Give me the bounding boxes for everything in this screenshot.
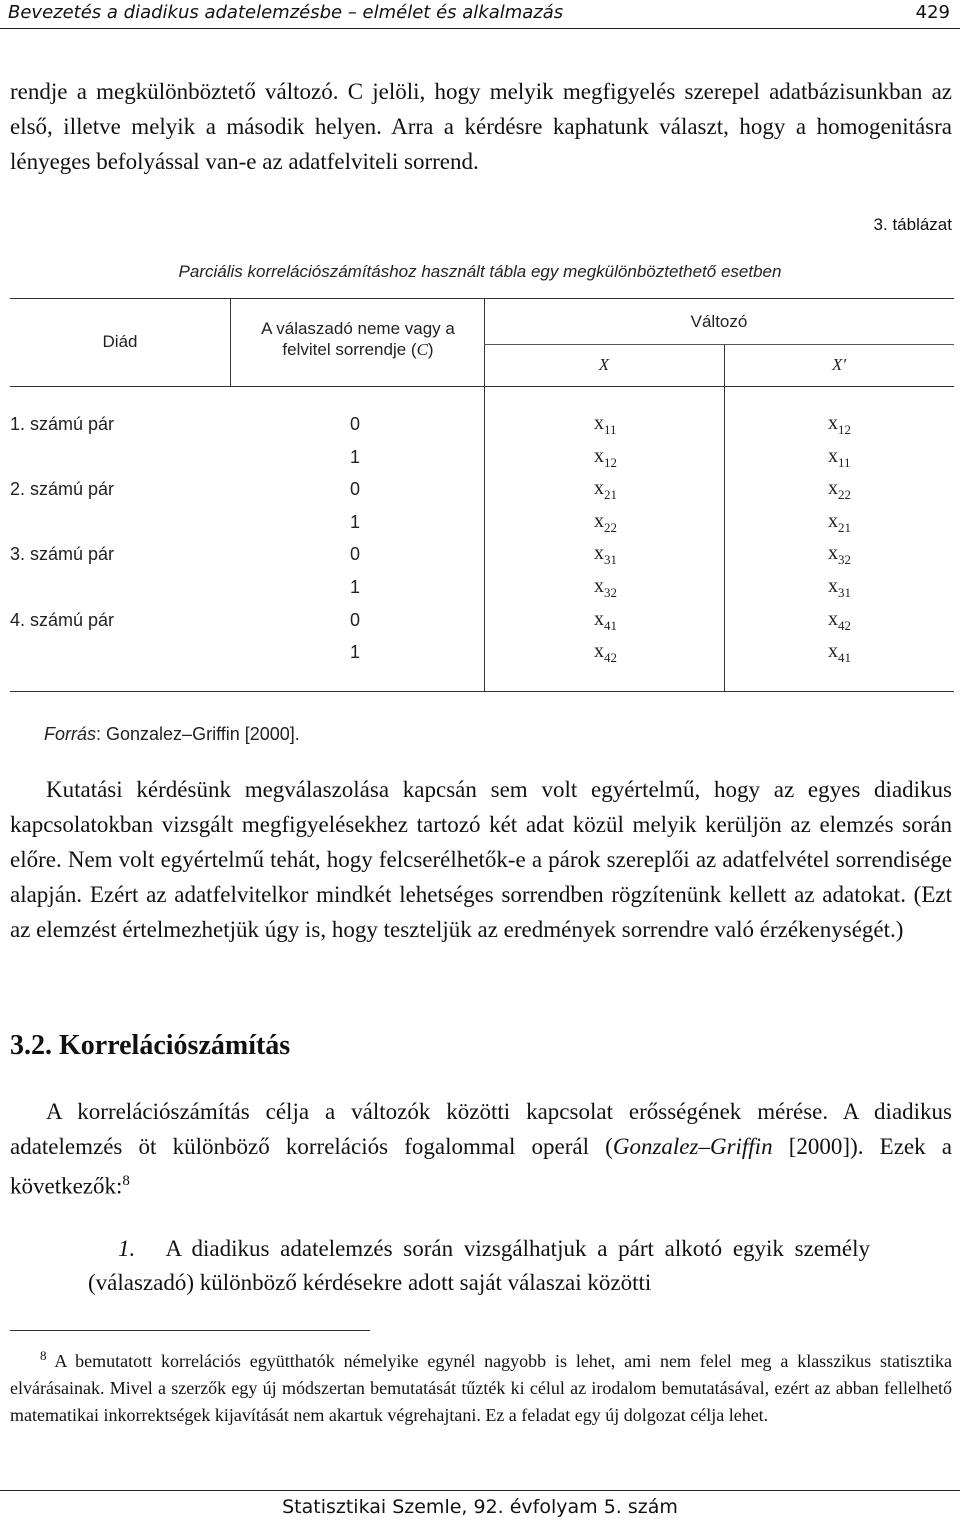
row-xprime-value: $x_{31}$: [828, 575, 851, 600]
journal-footer: Statisztikai Szemle, 92. évfolyam 5. szám: [282, 1496, 678, 1518]
page-number: 429: [915, 2, 950, 23]
table-top-rule: [10, 298, 954, 299]
row-c-value: 1: [350, 642, 361, 663]
header-variable: Változó: [690, 312, 748, 331]
row-x-value: $x_{12}$: [594, 444, 617, 470]
row-label: 2. számú pár: [10, 479, 115, 500]
row-c-value: 1: [350, 577, 361, 597]
row-x-value: $x_{42}$: [594, 640, 617, 666]
running-header: [0, 0, 960, 29]
intro-paragraph: rendje a megkülönböztető változó. C jelöli, hogy melyik megfigyelés szerepel adatbázisunkban az első, illetve melyik a második helyen. Arra a kérdésre kaphatunk választ, hogy a homogenitásra lényeges befolyással van-e az adatfelviteli sorrend.: [10, 79, 952, 174]
footnote: $^8$ A bemutatott korrelációs együtthatók némelyike egynél nagyobb is lehet, ami nem felel meg a klasszikus statisztika elvárásainak. Mivel a szerzők egy új módszertan bemutatását tűzték ki célul az irodalom bemutatásával, ezért az abban fellelhető matematikai inkorrektségek kijavítását nem akartuk végrehajtani. Ez a feladat egy új dolgozat célja lehet.: [10, 1348, 952, 1425]
row-c-value: 1: [350, 511, 361, 532]
row-xprime-value: $x_{21}$: [828, 509, 851, 535]
footer-rule: [0, 1490, 960, 1492]
row-xprime-value: $x_{12}$: [828, 412, 851, 437]
row-x-value: $x_{21}$: [594, 477, 617, 503]
row-x-value: $x_{31}$: [594, 542, 617, 568]
body-paragraph-2: Kutatási kérdésünk megválaszolása kapcsán sem volt egyértelmű, hogy az egyes diadikus kapcsolatokban vizsgált megfigyelésekhez tartozó két adat közül melyik kerüljön az elemzés során előre. Nem volt egyértelmű tehát, hogy felcserélhetők-e a párok szereplői az adatfelvétel sorrendisége alapján. Ezért az adatfelvitelkor mindkét lehetséges sorrendben rögzítenünk kellett az adatokat. (Ezt az elemzést értelmezhetjük úgy is, hogy teszteljük az eredmények sorrendre való érzékenységét.): [10, 777, 952, 942]
table-bottom-rule: [10, 691, 954, 692]
header-dyad: Diád: [102, 332, 138, 351]
row-xprime-value: $x_{22}$: [828, 477, 851, 503]
header-x-prime: X′: [831, 355, 847, 374]
row-c-value: 0: [350, 414, 361, 434]
row-xprime-value: $x_{11}$: [828, 444, 851, 470]
row-c-value: 1: [350, 446, 361, 467]
row-c-value: 0: [350, 609, 361, 630]
header-sex-or-order: A válaszadó neme vagy a felvitel sorrendje (C): [261, 319, 455, 359]
table-source: Forrás: Gonzalez–Griffin [2000].: [44, 724, 300, 744]
row-x-value: $x_{41}$: [594, 607, 617, 633]
section-title: 3.2. Korrelációszámítás: [10, 1030, 291, 1061]
row-xprime-value: $x_{42}$: [828, 607, 851, 633]
table-caption: Parciális korrelációszámításhoz használt tábla egy megkülönböztethető esetben: [178, 262, 782, 281]
row-xprime-value: $x_{41}$: [828, 640, 851, 666]
row-label: 3. számú pár: [10, 544, 115, 565]
list-item-1: 1. A diadikus adatelemzés során vizsgálhatjuk a párt alkotó egyik személy (válaszadó) különböző kérdésekre adott saját válaszai közötti: [88, 1236, 870, 1295]
body-paragraph-3: A korrelációszámítás célja a változók közötti kapcsolat erősségének mérése. A diadikus adatelemzés öt különböző korrelációs fogalommal operál (Gonzalez–Griffin [2000]). Ezek a következők:$^8$: [10, 1099, 952, 1199]
table-header-rule: [10, 386, 954, 387]
variable-subheader-rule: [484, 344, 954, 345]
row-label: 4. számú pár: [10, 609, 115, 630]
row-label: 1. számú pár: [10, 414, 115, 434]
table-number: 3. táblázat: [873, 215, 952, 234]
row-c-value: 0: [350, 479, 361, 500]
row-c-value: 0: [350, 544, 361, 565]
running-title: Bevezetés a diadikus adatelemzésbe – elmélet és alkalmazás: [8, 2, 564, 23]
table-header-divider-1: [230, 298, 231, 386]
row-x-value: $x_{11}$: [594, 412, 617, 437]
row-x-value: $x_{32}$: [594, 575, 617, 600]
table-divider-xprime: [724, 344, 725, 691]
header-x: X: [598, 355, 610, 374]
row-xprime-value: $x_{32}$: [828, 542, 851, 568]
row-x-value: $x_{22}$: [594, 509, 617, 535]
footnote-rule: [10, 1330, 370, 1331]
